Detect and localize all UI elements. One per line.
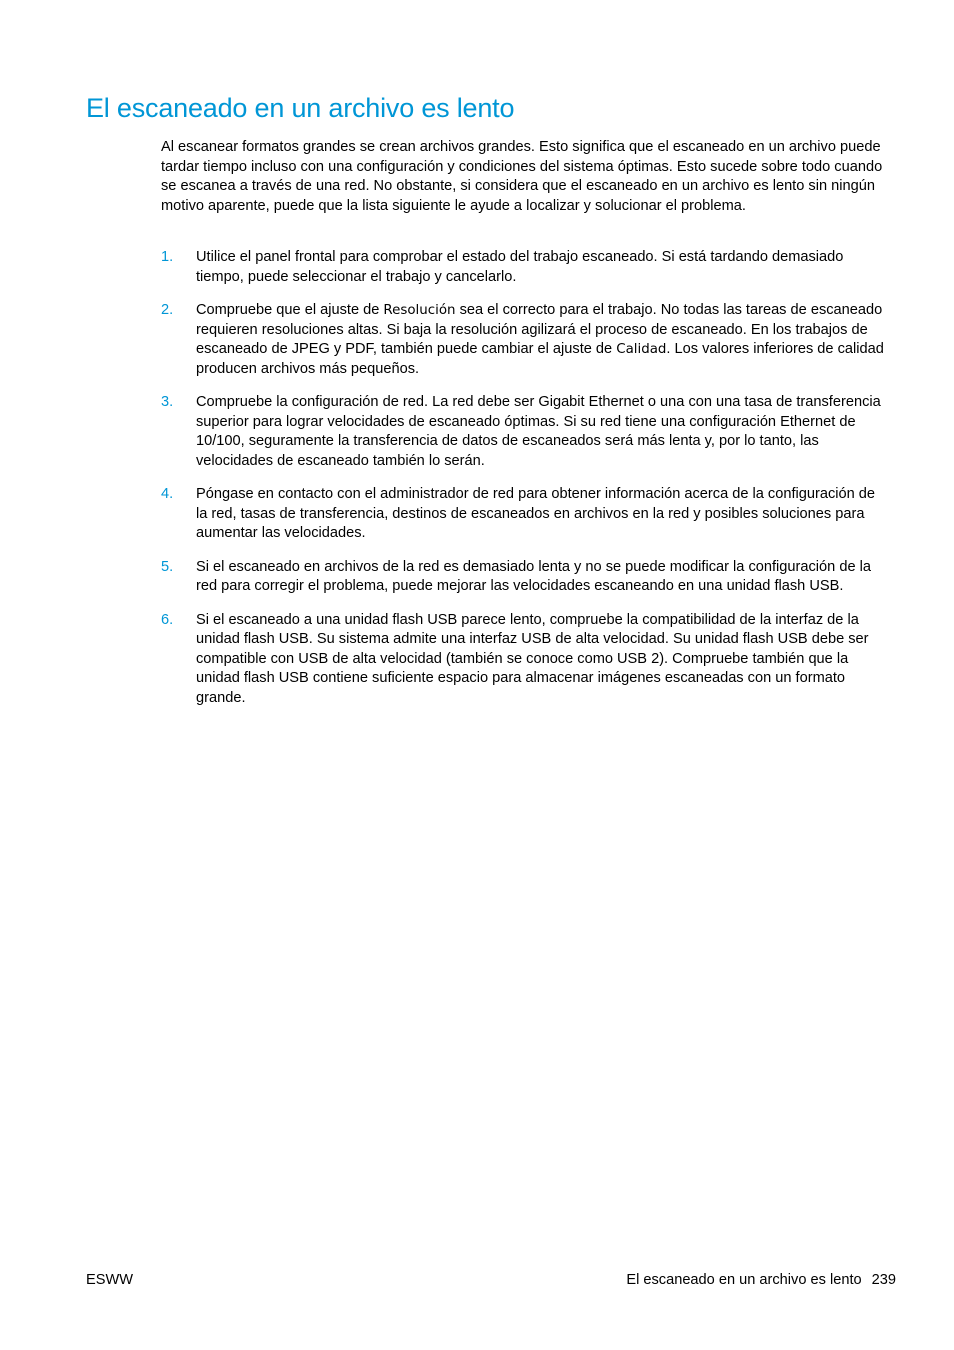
step-text: Póngase en contacto con el administrador de red para obtener información acerca de la configuración de la red, tasas de transferencia, destinos de escaneados en archivos en la red y posibles soluciones para aumentar las velocidades. (196, 486, 876, 541)
step-number: 6. (161, 611, 174, 628)
step-text: Compruebe la configuración de red. La red debe ser Gigabit Ethernet o una con una tasa de transferencia superior para lograr velocidades de escaneado óptimas. Si su red tiene una configuración Ethernet de 10/100, seguramente la transferencia de datos de escaneados será más lenta y, por lo tanto, las velocidades de escaneado también lo serán. (196, 394, 881, 469)
step-text: Si el escaneado en archivos de la red es demasiado lenta y no se puede modificar la configuración de la red para corregir el problema, puede mejorar las velocidades escaneando en una unidad flash USB. (196, 558, 871, 594)
step-text-part: Compruebe que el ajuste de (196, 302, 384, 318)
steps-list (161, 248, 886, 722)
step-text: Utilice el panel frontal para comprobar el estado del trabajo escaneado. Si está tardando demasiado tiempo, puede seleccionar el trabajo y cancelarlo. (196, 249, 844, 285)
page-number: 239 (871, 1272, 896, 1288)
step-number: 2. (161, 302, 174, 318)
list-item (161, 393, 886, 471)
list-item (161, 301, 886, 379)
list-item (161, 611, 886, 709)
page-title: El escaneado en un archivo es lento (86, 93, 515, 123)
intro-paragraph: Al escanear formatos grandes se crean archivos grandes. Esto significa que el escaneado en un archivo puede tardar tiempo incluso con una configuración y condiciones del sistema óptimas. Esto sucede sobre todo cuando se escanea a través de una red. No obstante, si considera que el escaneado en un archivo es lento sin ningún motivo aparente, puede que la lista siguiente le ayude a localizar y solucionar el problema. (161, 139, 883, 214)
list-item (161, 558, 886, 597)
step-text (196, 301, 886, 379)
step-text: Si el escaneado a una unidad flash USB parece lento, compruebe la compatibilidad de la interfaz de la unidad flash USB. Su sistema admite una interfaz USB de alta velocidad. Su unidad flash USB debe ser compatible con USB de alta velocidad (también se conoce como USB 2). Compruebe también que la unidad flash USB contiene suficiente espacio para almacenar imágenes escaneadas con un formato grande. (196, 611, 869, 706)
ui-term-resolucion: Resolución (383, 303, 456, 318)
footer-label: ESWW (86, 1272, 134, 1288)
list-item (161, 248, 886, 287)
step-number: 5. (161, 558, 174, 575)
step-text-part: sea el correcto para el trabajo. No todas las tareas de escaneado requieren resoluciones altas. Si baja la resolución agilizará el proceso de escaneado. En los trabajos de escaneado de JPEG y PDF, también puede cambiar el ajuste de (196, 302, 883, 357)
step-number: 1. (161, 249, 174, 265)
step-number: 3. (161, 394, 174, 410)
ui-term-calidad: Calidad (616, 342, 667, 357)
step-text-part: . Los valores inferiores de calidad producen archivos más pequeños. (196, 341, 884, 377)
footer-section-title: El escaneado en un archivo es lento (626, 1272, 862, 1288)
footer-section (626, 1271, 896, 1290)
step-number: 4. (161, 486, 174, 502)
list-item (161, 485, 886, 544)
